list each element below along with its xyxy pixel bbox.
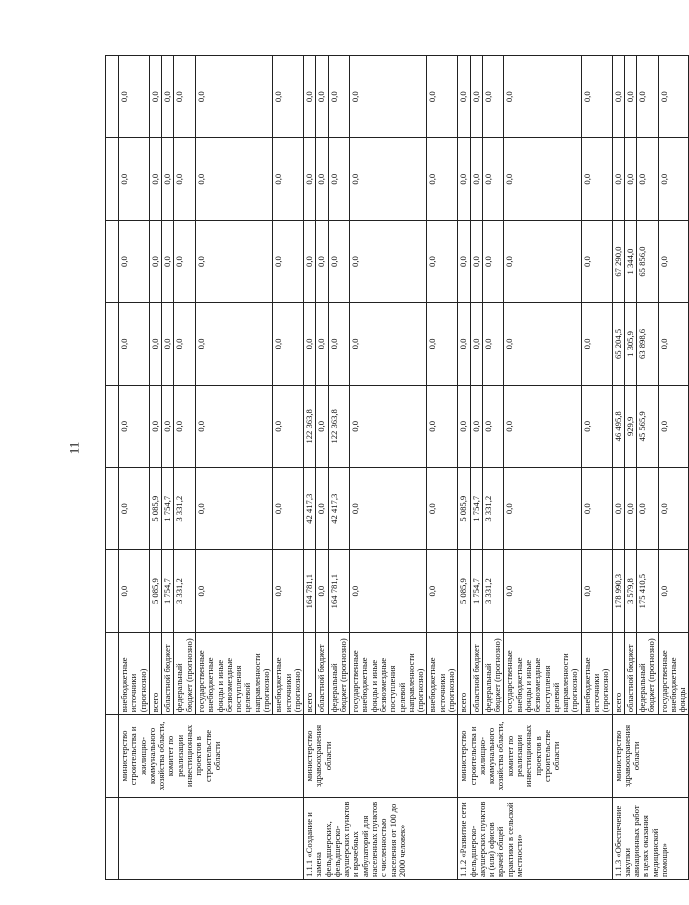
value-cell: 175 410,5 (637, 550, 659, 632)
page-number: 11 (66, 441, 82, 455)
funding-source-cell: государственные внебюджетные фонды (658, 632, 689, 714)
value-cell: 0,0 (328, 56, 350, 138)
value-cell: 0,0 (470, 220, 482, 302)
value-cell: 0,0 (624, 468, 636, 550)
value-cell: 0,0 (470, 385, 482, 467)
value-cell: 0,0 (119, 138, 150, 220)
value-cell: 0,0 (658, 385, 689, 467)
value-cell: 0,0 (612, 138, 624, 220)
value-cell: 0,0 (470, 303, 482, 385)
value-cell: 67 290,0 (612, 220, 624, 302)
value-cell: 0,0 (581, 303, 612, 385)
value-cell: 0,0 (162, 138, 174, 220)
value-cell: 0,0 (174, 220, 196, 302)
value-cell: 0,0 (504, 220, 581, 302)
value-cell: 0,0 (195, 220, 272, 302)
value-cell: 0,0 (658, 303, 689, 385)
value-cell: 0,0 (624, 56, 636, 138)
value-cell: 0,0 (458, 56, 470, 138)
value-cell: 0,0 (119, 56, 150, 138)
value-cell: 0,0 (162, 56, 174, 138)
value-cell: 0,0 (350, 138, 427, 220)
value-cell: 65 856,0 (637, 220, 659, 302)
funding-source-cell: областной бюджет (316, 632, 328, 714)
funding-source-cell: государственные внебюджетные фонды и иные безвозмездные поступления целевой направленности (прогнозно) (195, 632, 272, 714)
value-cell: 0,0 (119, 468, 150, 550)
value-cell: 0,0 (149, 220, 161, 302)
executor-cell: министерство строительства и жилищно-коммунального хозяйства области, комитет по реализации инвестиционных проектов в строительстве области (119, 715, 304, 797)
value-cell: 0,0 (273, 468, 304, 550)
value-cell: 0,0 (504, 303, 581, 385)
value-cell: 0,0 (316, 138, 328, 220)
value-cell: 0,0 (316, 220, 328, 302)
value-cell: 0,0 (174, 303, 196, 385)
value-cell: 1 754,7 (470, 550, 482, 632)
value-cell: 0,0 (119, 385, 150, 467)
value-cell: 0,0 (174, 56, 196, 138)
value-cell: 42 417,3 (328, 468, 350, 550)
value-cell: 122 363,8 (304, 385, 316, 467)
value-cell: 5 085,9 (458, 550, 470, 632)
value-cell: 0,0 (427, 303, 458, 385)
value-cell: 0,0 (162, 303, 174, 385)
value-cell: 0,0 (458, 220, 470, 302)
value-cell: 0,0 (427, 138, 458, 220)
value-cell: 0,0 (195, 138, 272, 220)
value-cell: 42 417,3 (304, 468, 316, 550)
value-cell: 0,0 (350, 550, 427, 632)
executor-cell: министерство строительства и жилищно-коммунального хозяйства области, комитет по реализации инвестиционных проектов в строительстве области (458, 715, 612, 797)
value-cell: 0,0 (119, 220, 150, 302)
blank-cell (106, 550, 119, 632)
value-cell: 0,0 (427, 550, 458, 632)
value-cell: 0,0 (174, 138, 196, 220)
value-cell: 164 781,1 (328, 550, 350, 632)
value-cell: 0,0 (427, 56, 458, 138)
value-cell: 0,0 (458, 303, 470, 385)
value-cell: 0,0 (304, 303, 316, 385)
value-cell: 0,0 (612, 468, 624, 550)
funding-source-cell: внебюджетные источники (прогнозно) (119, 632, 150, 714)
value-cell: 3 331,2 (174, 550, 196, 632)
value-cell: 1 305,9 (624, 303, 636, 385)
value-cell: 0,0 (470, 56, 482, 138)
value-cell: 1 754,7 (162, 468, 174, 550)
value-cell: 0,0 (350, 220, 427, 302)
value-cell: 0,0 (273, 138, 304, 220)
value-cell: 0,0 (328, 138, 350, 220)
funding-source-cell: внебюджетные источники (прогнозно) (427, 632, 458, 714)
value-cell: 0,0 (328, 220, 350, 302)
funding-source-cell: федеральный бюджет (прогнозно) (328, 632, 350, 714)
value-cell: 0,0 (273, 220, 304, 302)
table-top-blank-row (106, 56, 119, 880)
value-cell: 122 363,8 (328, 385, 350, 467)
blank-cell (106, 715, 119, 797)
table-row (119, 56, 150, 880)
value-cell: 5 085,9 (458, 468, 470, 550)
value-cell: 0,0 (504, 138, 581, 220)
funding-source-cell: всего (612, 632, 624, 714)
value-cell: 0,0 (581, 385, 612, 467)
value-cell: 0,0 (637, 468, 659, 550)
measure-cell (119, 797, 304, 879)
value-cell: 1 754,7 (162, 550, 174, 632)
value-cell: 0,0 (304, 220, 316, 302)
funding-source-cell: всего (458, 632, 470, 714)
value-cell: 0,0 (658, 56, 689, 138)
value-cell: 0,0 (624, 138, 636, 220)
value-cell: 1 754,7 (470, 468, 482, 550)
value-cell: 0,0 (149, 385, 161, 467)
value-cell: 63 898,6 (637, 303, 659, 385)
funding-source-cell: всего (149, 632, 161, 714)
value-cell: 0,0 (658, 138, 689, 220)
value-cell: 929,9 (624, 385, 636, 467)
value-cell: 0,0 (119, 303, 150, 385)
blank-cell (106, 797, 119, 879)
funding-source-cell: всего (304, 632, 316, 714)
value-cell: 0,0 (482, 56, 504, 138)
value-cell: 0,0 (427, 220, 458, 302)
value-cell: 0,0 (273, 303, 304, 385)
value-cell: 0,0 (316, 385, 328, 467)
value-cell: 0,0 (458, 138, 470, 220)
value-cell: 0,0 (273, 385, 304, 467)
funding-source-cell: государственные внебюджетные фонды и иные безвозмездные поступления целевой направленности (прогнозно) (350, 632, 427, 714)
value-cell: 0,0 (195, 385, 272, 467)
value-cell: 0,0 (195, 56, 272, 138)
funding-source-cell: федеральный бюджет (прогнозно) (482, 632, 504, 714)
value-cell: 0,0 (273, 550, 304, 632)
value-cell: 0,0 (350, 303, 427, 385)
value-cell: 0,0 (350, 468, 427, 550)
blank-cell (106, 138, 119, 220)
table-row (458, 56, 470, 880)
value-cell: 0,0 (316, 56, 328, 138)
executor-cell: министерство здравоохранения области (304, 715, 458, 797)
value-cell: 0,0 (658, 220, 689, 302)
value-cell: 46 495,8 (612, 385, 624, 467)
value-cell: 5 085,9 (149, 468, 161, 550)
value-cell: 0,0 (162, 220, 174, 302)
table-row (304, 56, 316, 880)
value-cell: 3 579,8 (624, 550, 636, 632)
value-cell: 3 331,2 (482, 550, 504, 632)
funding-table (105, 55, 689, 880)
value-cell: 0,0 (504, 550, 581, 632)
value-cell: 178 990,3 (612, 550, 624, 632)
value-cell: 65 204,5 (612, 303, 624, 385)
value-cell: 5 085,9 (149, 550, 161, 632)
value-cell: 0,0 (504, 56, 581, 138)
value-cell: 0,0 (149, 138, 161, 220)
value-cell: 0,0 (612, 56, 624, 138)
blank-cell (106, 468, 119, 550)
value-cell: 0,0 (316, 550, 328, 632)
measure-cell: 1.1.2 «Развитие сети фельдшерско-акушерских пунктов и (или) офисов врачей общей практики в сельской местности» (458, 797, 612, 879)
funding-source-cell: областной бюджет (470, 632, 482, 714)
value-cell: 0,0 (195, 303, 272, 385)
value-cell: 0,0 (581, 220, 612, 302)
value-cell: 0,0 (195, 468, 272, 550)
value-cell: 164 781,1 (304, 550, 316, 632)
value-cell: 0,0 (470, 138, 482, 220)
value-cell: 0,0 (658, 550, 689, 632)
value-cell: 0,0 (304, 56, 316, 138)
value-cell: 0,0 (482, 303, 504, 385)
table-row (612, 56, 624, 880)
value-cell: 0,0 (581, 468, 612, 550)
value-cell: 45 565,9 (637, 385, 659, 467)
value-cell: 0,0 (427, 468, 458, 550)
value-cell: 0,0 (637, 138, 659, 220)
executor-cell: министерство здравоохранения области (612, 715, 689, 797)
value-cell: 0,0 (581, 550, 612, 632)
value-cell: 0,0 (482, 220, 504, 302)
funding-source-cell: областной бюджет (162, 632, 174, 714)
value-cell: 0,0 (350, 56, 427, 138)
blank-cell (106, 385, 119, 467)
value-cell: 0,0 (482, 138, 504, 220)
value-cell: 1 344,0 (624, 220, 636, 302)
value-cell: 0,0 (504, 468, 581, 550)
value-cell: 0,0 (316, 468, 328, 550)
funding-source-cell: федеральный бюджет (прогнозно) (174, 632, 196, 714)
value-cell: 0,0 (149, 303, 161, 385)
value-cell: 0,0 (162, 385, 174, 467)
value-cell: 0,0 (119, 550, 150, 632)
funding-table-container (105, 55, 688, 880)
value-cell: 0,0 (581, 56, 612, 138)
value-cell: 0,0 (195, 550, 272, 632)
value-cell: 0,0 (637, 56, 659, 138)
measure-cell: 1.1.3 «Обеспечение закупки авиационных работ в целях оказания медицинской помощи» (612, 797, 689, 879)
value-cell: 0,0 (174, 385, 196, 467)
value-cell: 0,0 (328, 303, 350, 385)
funding-source-cell: внебюджетные источники (прогнозно) (273, 632, 304, 714)
funding-source-cell: федеральный бюджет (прогнозно) (637, 632, 659, 714)
value-cell: 3 331,2 (482, 468, 504, 550)
funding-source-cell: областной бюджет (624, 632, 636, 714)
blank-cell (106, 56, 119, 138)
value-cell: 0,0 (482, 385, 504, 467)
value-cell: 0,0 (304, 138, 316, 220)
value-cell: 0,0 (350, 385, 427, 467)
value-cell: 0,0 (658, 468, 689, 550)
value-cell: 0,0 (504, 385, 581, 467)
funding-source-cell: государственные внебюджетные фонды и иные безвозмездные поступления целевой направленности (прогнозно) (504, 632, 581, 714)
funding-table-body (106, 56, 689, 880)
measure-cell: 1.1.1 «Создание и замена фельдшерских, фельдшерско-акушерских пунктов и врачебных амбулаторий для населенных пунктов с численностью населения от 100 до 2000 человек» (304, 797, 458, 879)
funding-source-cell: внебюджетные источники (прогнозно) (581, 632, 612, 714)
value-cell: 3 331,2 (174, 468, 196, 550)
value-cell: 0,0 (581, 138, 612, 220)
value-cell: 0,0 (427, 385, 458, 467)
value-cell: 0,0 (149, 56, 161, 138)
blank-cell (106, 303, 119, 385)
value-cell: 0,0 (316, 303, 328, 385)
value-cell: 0,0 (273, 56, 304, 138)
blank-cell (106, 220, 119, 302)
blank-cell (106, 632, 119, 714)
value-cell: 0,0 (458, 385, 470, 467)
